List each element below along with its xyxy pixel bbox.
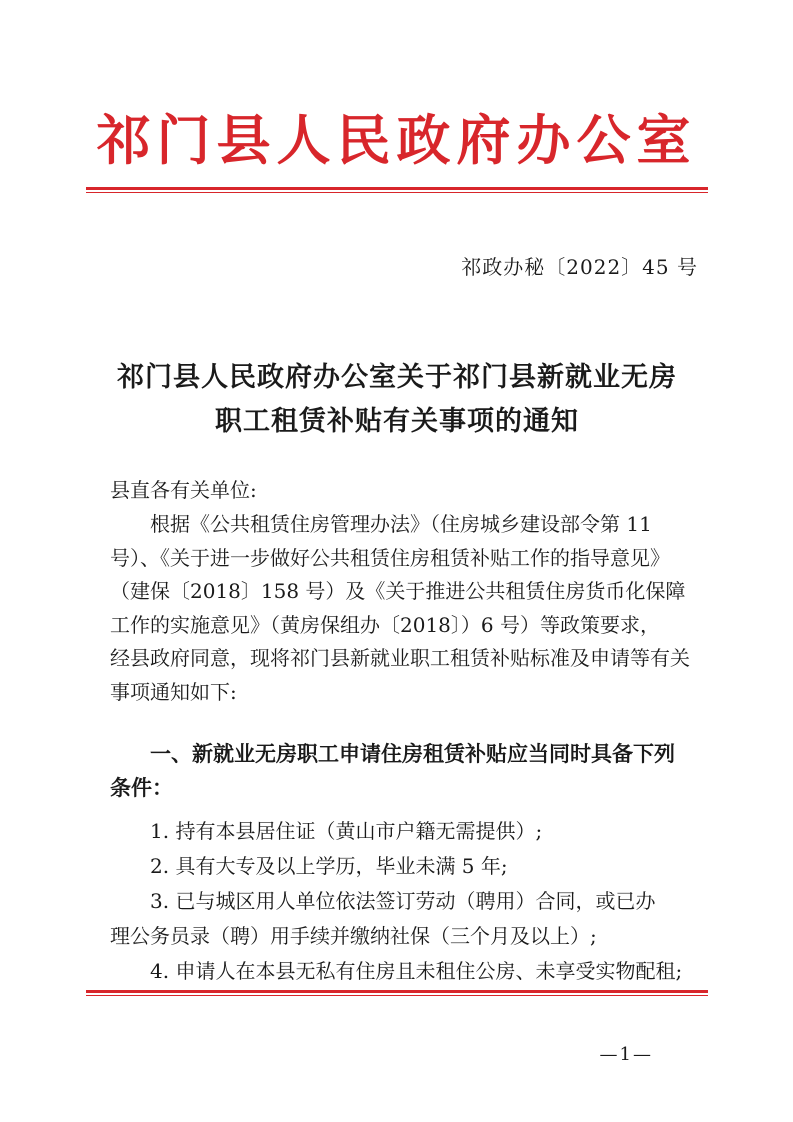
header-red-rule [86, 187, 708, 190]
document-title-line-2: 职工租赁补贴有关事项的通知 [215, 406, 579, 437]
body-line: 事项通知如下: [110, 679, 237, 704]
body-line: （建保〔2018〕158 号）及《关于推进公共租赁住房货币化保障 [110, 579, 686, 603]
body-line: 工作的实施意见》（黄房保组办〔2018〕）6 号）等政策要求， [110, 612, 660, 637]
body-line: 根据《公共租赁住房管理办法》（住房城乡建设部令第 11 [150, 512, 652, 536]
conditions-list [110, 814, 690, 989]
condition-item: 2. 具有大专及以上学历，毕业未满 5 年; [150, 854, 508, 878]
section-heading-line: 一、新就业无房职工申请住房租赁补贴应当同时具备下列 [150, 741, 675, 766]
body-paragraph [110, 508, 690, 709]
document-number: 祁政办秘〔2022〕45 号 [461, 255, 698, 279]
condition-item-continuation: 理公务员录（聘）用手续并缴纳社保（三个月及以上）; [110, 924, 597, 948]
document-title [86, 356, 708, 444]
document-title-line-1: 祁门县人民政府办公室关于祁门县新就业无房 [117, 362, 677, 393]
condition-item: 3. 已与城区用人单位依法签订劳动（聘用）合同，或已办 [150, 889, 656, 913]
salutation: 县直各有关单位: [110, 478, 257, 502]
footer-red-rule [86, 990, 708, 993]
body-line: 号）、《关于进一步做好公共租赁住房租赁补贴工作的指导意见》 [110, 545, 670, 570]
header-red-rule-thin [86, 192, 708, 193]
body-line: 经县政府同意，现将祁门县新就业职工租赁补贴标准及申请等有关 [110, 646, 690, 670]
section-heading-1 [110, 737, 690, 805]
page-number: —1— [599, 1044, 653, 1065]
section-heading-line: 条件： [110, 775, 173, 800]
footer-red-rule-thin [86, 995, 708, 996]
condition-item: 1. 持有本县居住证（黄山市户籍无需提供）; [150, 819, 543, 843]
condition-item: 4. 申请人在本县无私有住房且未租住公房、未享受实物配租; [150, 959, 683, 983]
issuing-office-header: 祁门县人民政府办公室 [96, 108, 697, 172]
